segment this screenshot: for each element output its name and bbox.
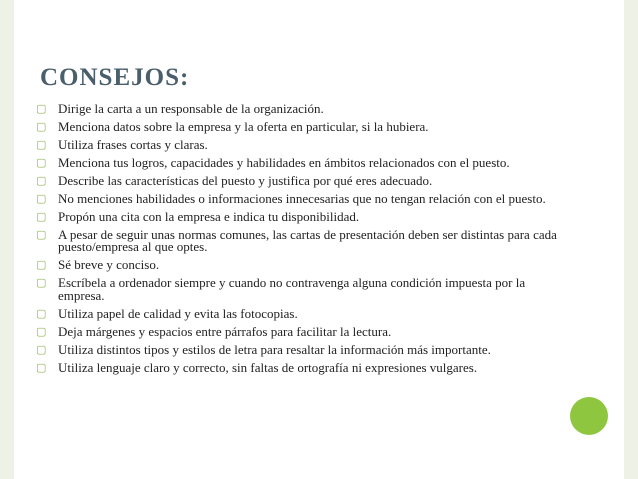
list-item-text: Sé breve y conciso. bbox=[58, 257, 160, 273]
list-item-text: Deja márgenes y espacios entre párrafos para facilitar la lectura. bbox=[58, 323, 392, 339]
list-item-text: Utiliza distintos tipos y estilos de letra para resaltar la información más importante. bbox=[58, 341, 491, 357]
hollow-square-bullet-icon: ▢ bbox=[36, 210, 47, 223]
list-item-text: Escríbela a ordenador siempre y cuando no contravenga alguna condición impuesta por la empresa. bbox=[58, 275, 526, 303]
list-item bbox=[36, 305, 566, 321]
list-item-text: No menciones habilidades o informaciones innecesarias que no tengan relación con el puesto. bbox=[58, 191, 546, 206]
hollow-square-bullet-icon: ▢ bbox=[36, 324, 47, 338]
left-decorative-band bbox=[0, 0, 14, 479]
list-item-text: Utiliza frases cortas y claras. bbox=[58, 137, 208, 152]
list-item-text: Dirige la carta a un responsable de la organización. bbox=[58, 101, 324, 116]
hollow-square-bullet-icon: ▢ bbox=[36, 276, 47, 290]
hollow-square-bullet-icon: ▢ bbox=[36, 258, 47, 272]
list-item-text: Menciona tus logros, capacidades y habilidades en ámbitos relacionados con el puesto. bbox=[58, 155, 510, 170]
list-item bbox=[36, 157, 566, 169]
tips-list bbox=[36, 103, 566, 380]
list-item-text: Utiliza lenguaje claro y correcto, sin faltas de ortografía ni expresiones vulgares. bbox=[58, 359, 478, 375]
list-item-text: Utiliza papel de calidad y evita las fotocopias. bbox=[58, 305, 298, 321]
list-item-text: A pesar de seguir unas normas comunes, las cartas de presentación deben ser distintas para cada puesto/empresa al que optes. bbox=[58, 227, 557, 255]
list-item bbox=[36, 229, 566, 254]
hollow-square-bullet-icon: ▢ bbox=[36, 228, 47, 241]
list-item bbox=[36, 259, 566, 271]
list-item bbox=[36, 175, 566, 187]
green-circle-decoration bbox=[570, 397, 608, 435]
list-item bbox=[36, 359, 566, 375]
list-item bbox=[36, 103, 566, 115]
hollow-square-bullet-icon: ▢ bbox=[36, 138, 47, 151]
list-item-text: Menciona datos sobre la empresa y la oferta en particular, si la hubiera. bbox=[58, 119, 429, 134]
list-item bbox=[36, 341, 566, 357]
list-item bbox=[36, 193, 566, 205]
hollow-square-bullet-icon: ▢ bbox=[36, 192, 47, 205]
hollow-square-bullet-icon: ▢ bbox=[36, 360, 47, 374]
hollow-square-bullet-icon: ▢ bbox=[36, 120, 47, 133]
hollow-square-bullet-icon: ▢ bbox=[36, 306, 47, 320]
slide-title: CONSEJOS: bbox=[40, 64, 190, 91]
hollow-square-bullet-icon: ▢ bbox=[36, 156, 47, 169]
list-item bbox=[36, 139, 566, 151]
list-item bbox=[36, 323, 566, 339]
hollow-square-bullet-icon: ▢ bbox=[36, 174, 47, 187]
hollow-square-bullet-icon: ▢ bbox=[36, 102, 47, 115]
right-decorative-band bbox=[624, 0, 638, 479]
list-item-text: Describe las características del puesto y justifica por qué eres adecuado. bbox=[58, 173, 433, 188]
list-item bbox=[36, 121, 566, 133]
hollow-square-bullet-icon: ▢ bbox=[36, 342, 47, 356]
list-item bbox=[36, 277, 566, 302]
list-item bbox=[36, 211, 566, 223]
list-item-text: Propón una cita con la empresa e indica tu disponibilidad. bbox=[58, 209, 360, 224]
